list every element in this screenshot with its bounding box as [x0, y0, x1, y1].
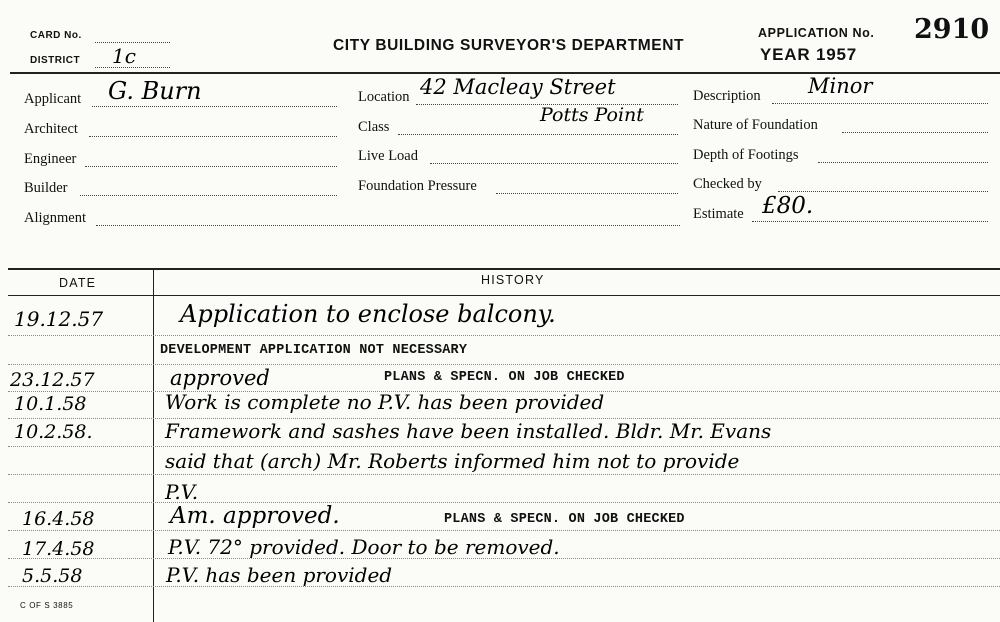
description-line — [772, 103, 988, 104]
history-text: P.V. — [165, 480, 199, 504]
history-stamp: PLANS & SPECN. ON JOB CHECKED — [444, 512, 685, 527]
application-no: 2910 — [914, 14, 990, 45]
location-value-2: Potts Point — [540, 104, 644, 126]
description-label: Description — [693, 88, 761, 104]
engineer-label: Engineer — [24, 151, 77, 167]
history-text: Application to enclose balcony. — [180, 300, 556, 328]
history-top-border — [8, 268, 1000, 270]
history-text: approved — [170, 366, 270, 390]
history-text: P.V. has been provided — [166, 563, 393, 587]
live-load-label: Live Load — [358, 148, 418, 164]
history-text: P.V. 72° provided. Door to be removed. — [168, 535, 560, 559]
history-date: 16.4.58 — [22, 508, 95, 530]
estimate-line — [752, 221, 988, 222]
history-text: Framework and sashes have been installed. Bldr. Mr. Evans — [165, 419, 772, 443]
checked-label: Checked by — [693, 176, 762, 192]
architect-line — [89, 136, 337, 137]
applicant-value: G. Burn — [108, 77, 202, 105]
architect-label: Architect — [24, 121, 78, 137]
history-rule — [8, 502, 1000, 503]
application-no-label: APPLICATION No. — [758, 26, 875, 40]
alignment-line — [96, 225, 680, 226]
history-text: Am. approved. — [170, 503, 340, 529]
history-rule — [8, 335, 1000, 336]
form-number: C OF S 3885 — [20, 601, 74, 610]
builder-line — [80, 195, 337, 196]
history-date: 10.2.58. — [14, 421, 93, 443]
engineer-line — [85, 166, 337, 167]
history-stamp: PLANS & SPECN. ON JOB CHECKED — [384, 370, 625, 385]
description-value: Minor — [808, 74, 873, 98]
depth-label: Depth of Footings — [693, 147, 799, 163]
foundation-pressure-line — [496, 193, 678, 194]
history-header-divider — [8, 295, 1000, 296]
applicant-line — [92, 106, 337, 107]
history-text: said that (arch) Mr. Roberts informed him not to provide — [165, 449, 740, 473]
class-line — [398, 134, 678, 135]
history-stamp: DEVELOPMENT APPLICATION NOT NECESSARY — [160, 343, 468, 358]
location-label: Location — [358, 89, 410, 105]
history-date: 19.12.57 — [14, 307, 104, 331]
card-no-line — [95, 42, 170, 43]
alignment-label: Alignment — [24, 210, 87, 226]
applicant-label: Applicant — [24, 91, 82, 107]
date-header: DATE — [59, 276, 97, 290]
date-column-divider — [153, 268, 154, 622]
history-text: Work is complete no P.V. has been provided — [165, 390, 605, 414]
nature-label: Nature of Foundation — [693, 117, 818, 133]
live-load-line — [430, 163, 678, 164]
foundation-pressure-label: Foundation Pressure — [358, 178, 477, 194]
card-no-label: CARD No. — [30, 30, 82, 41]
location-value: 42 Macleay Street — [420, 75, 616, 99]
history-rule — [8, 586, 1000, 587]
checked-line — [778, 191, 988, 192]
history-rule — [8, 364, 1000, 365]
class-label: Class — [358, 119, 390, 135]
history-rule — [8, 530, 1000, 531]
estimate-value: £80. — [762, 193, 814, 219]
history-rule — [8, 474, 1000, 475]
history-rule — [8, 446, 1000, 447]
history-date: 5.5.58 — [22, 565, 83, 587]
nature-line — [842, 132, 988, 133]
history-date: 17.4.58 — [22, 538, 95, 560]
history-header: HISTORY — [481, 273, 545, 287]
district-value: 1c — [112, 44, 136, 68]
district-label: DISTRICT — [30, 55, 81, 66]
history-date: 10.1.58 — [14, 393, 87, 415]
history-date: 23.12.57 — [10, 369, 95, 391]
depth-line — [818, 162, 988, 163]
builder-label: Builder — [24, 180, 68, 196]
department-title: CITY BUILDING SURVEYOR'S DEPARTMENT — [333, 37, 685, 54]
estimate-label: Estimate — [693, 206, 744, 222]
year-label: YEAR 1957 — [760, 45, 857, 64]
